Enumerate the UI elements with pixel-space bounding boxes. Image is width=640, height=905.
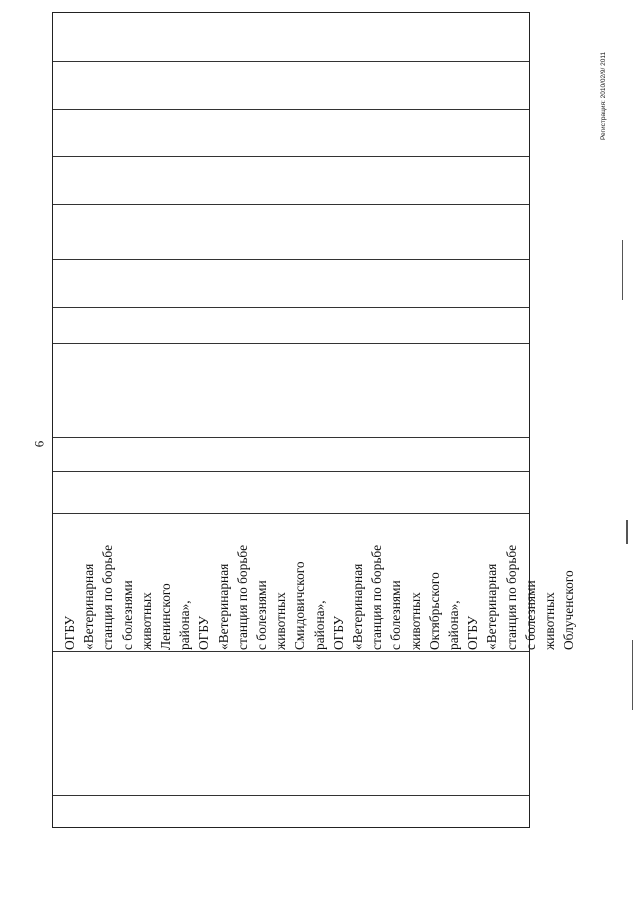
cell-line: «Ветеринарная: [484, 563, 500, 650]
cell-line: ОГБУ: [196, 615, 212, 650]
cell-line: с болезнями: [388, 580, 404, 650]
table-rule: [53, 156, 529, 157]
cell-line: ОГБУ: [465, 615, 481, 650]
scan-artifact: [622, 240, 623, 300]
table-rule: [53, 204, 529, 205]
side-stamp-text: Регистрация: 2010/02/9/ 2011: [600, 51, 607, 140]
cell-text-block: [60, 512, 577, 650]
table-rule: [53, 471, 529, 472]
table-cell-organizations: [60, 512, 577, 650]
table-rule: [53, 437, 529, 438]
table-rule: [53, 109, 529, 110]
cell-line: станция по борьбе: [100, 544, 116, 650]
cell-line: станция по борьбе: [503, 544, 519, 650]
cell-line: Октябрьского: [426, 572, 442, 650]
cell-line: Облученского: [561, 570, 577, 650]
cell-line: животных: [407, 592, 423, 650]
cell-line: района»,: [446, 600, 462, 650]
cell-line: животных: [273, 592, 289, 650]
table-rule: [53, 795, 529, 796]
scan-artifact: [626, 520, 628, 544]
cell-line: ОГБУ: [62, 615, 77, 650]
cell-line: станция по борьбе: [369, 544, 385, 650]
page-number: 6: [31, 440, 47, 448]
cell-line: Смидовичского: [292, 561, 308, 650]
cell-line: «Ветеринарная: [81, 563, 97, 650]
cell-line: животных: [138, 592, 154, 650]
cell-line: с болезнями: [119, 580, 135, 650]
cell-line: животных: [542, 592, 558, 650]
cell-line: Ленинского: [158, 583, 174, 650]
cell-line: станция по борьбе: [234, 544, 250, 650]
table-rule: [53, 61, 529, 62]
side-stamp: [600, 20, 612, 140]
cell-line: с болезнями: [522, 580, 538, 650]
cell-line: ОГБУ: [330, 615, 346, 650]
scan-artifact: [632, 640, 633, 710]
cell-line: с болезнями: [254, 580, 270, 650]
table-rule: [53, 307, 529, 308]
table-rule: [53, 651, 529, 652]
table-frame: [52, 12, 530, 828]
cell-line: района»,: [311, 600, 327, 650]
cell-line: «Ветеринарная: [215, 563, 231, 650]
table-rule: [53, 343, 529, 344]
table-rule: [53, 259, 529, 260]
cell-line: района»,: [177, 600, 193, 650]
cell-line: «Ветеринарная: [350, 563, 366, 650]
